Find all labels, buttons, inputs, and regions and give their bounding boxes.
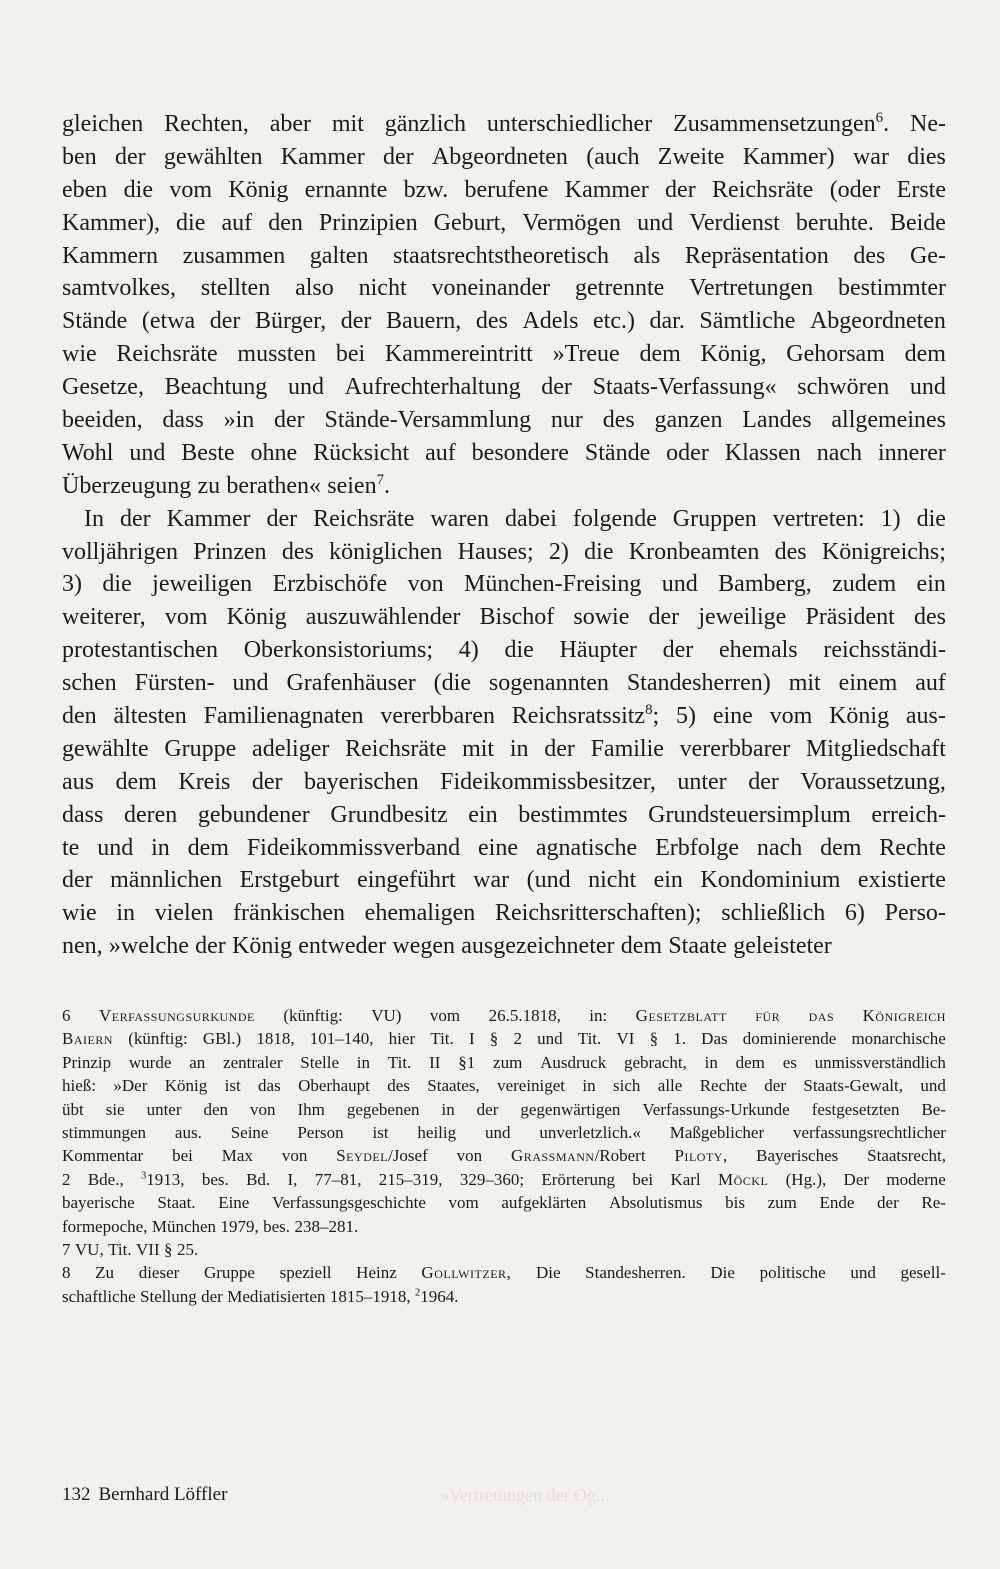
text-line: beeiden, dass »in der Stände-Versammlung nur des ganzen Landes allgemeines xyxy=(62,407,946,434)
text-line: Kammer), die auf den Prinzipien Geburt, Vermögen und Verdienst beruhte. Beide xyxy=(62,209,946,236)
text-line: dass deren gebundener Grundbesitz ein bestimmtes Grundsteuersimplum erreich- xyxy=(62,801,946,828)
text-line: 3) die jeweiligen Erzbischöfe von München-Freising und Bamberg, zudem ein xyxy=(62,571,946,598)
footnote-line: Prinzip wurde an zentraler Stelle in Tit. II §1 zum Ausdruck gebracht, in dem es unmissverständlich xyxy=(62,1052,946,1072)
page-number: 132 xyxy=(62,1484,91,1505)
text-line: ben der gewählten Kammer der Abgeordneten (auch Zweite Kammer) war dies xyxy=(62,143,946,170)
text-line: Stände (etwa der Bürger, der Bauern, des Adels etc.) dar. Sämtliche Abgeordneten xyxy=(62,308,946,335)
text-line: schen Fürsten- und Grafenhäuser (die sogenannten Standesherren) mit einem auf xyxy=(62,670,946,697)
text-line: gleichen Rechten, aber mit gänzlich unterschiedlicher Zusammensetzungen$^6$. Ne- xyxy=(62,110,946,137)
footnote-line: 2 Bde., $^3$1913, bes. Bd. I, 77–81, 215–319, 329–360; Erörterung bei Karl Möckl (Hg.), Der moderne xyxy=(62,1169,946,1189)
body-text xyxy=(62,108,946,963)
text-line: volljährigen Prinzen des königlichen Hauses; 2) die Kronbeamten des Königreichs; xyxy=(62,538,946,565)
text-line: wie in vielen fränkischen ehemaligen Reichsritterschaften); schließlich 6) Perso- xyxy=(62,900,946,927)
footnote-line: Kommentar bei Max von Seydel/Josef von Grassmann/Robert Piloty, Bayerisches Staatsrecht, xyxy=(62,1146,946,1166)
footnote-line: schaftliche Stellung der Mediatisierten 1815–1918, $^2$1964. xyxy=(62,1286,459,1306)
footnote-line: 8 Zu dieser Gruppe speziell Heinz Gollwitzer, Die Standesherren. Die politische und gesell- xyxy=(62,1263,946,1283)
text-line: Kammern zusammen galten staatsrechtstheoretisch als Repräsentation des Ge- xyxy=(62,242,946,269)
text-line: In der Kammer der Reichsräte waren dabei folgende Gruppen vertreten: 1) die xyxy=(84,505,946,532)
text-line: wie Reichsräte mussten bei Kammereintritt »Treue dem König, Gehorsam dem xyxy=(62,341,946,368)
bleed-through-text: »Vertretungen der Og... xyxy=(440,1485,610,1505)
text-line: Gesetze, Beachtung und Aufrechterhaltung der Staats-Verfassung« schwören und xyxy=(62,374,946,401)
footnote-line: bayerische Staat. Eine Verfassungsgeschichte vom aufgeklärten Absolutismus bis zum Ende der Re- xyxy=(62,1193,946,1213)
folio xyxy=(62,1484,227,1506)
footnote-line: stimmungen aus. Seine Person ist heilig und unverletzlich.« Maßgeblicher verfassungsrechtlicher xyxy=(62,1122,946,1142)
footnote-line: übt sie unter den von Ihm gegebenen in der gegenwärtigen Verfassungs-Urkunde festgesetzten Be- xyxy=(62,1099,946,1119)
text-line: aus dem Kreis der bayerischen Fideikommissbesitzer, unter der Voraussetzung, xyxy=(62,768,946,795)
footnote-line: Baiern (künftig: GBl.) 1818, 101–140, hier Tit. I § 2 und Tit. VI § 1. Das dominierende monarchische xyxy=(62,1029,946,1049)
text-line: nen, »welche der König entweder wegen ausgezeichneter dem Staate geleisteter xyxy=(62,933,832,960)
text-line: den ältesten Familienagnaten vererbbaren Reichsratssitz$^8$; 5) eine vom König aus- xyxy=(62,702,946,730)
text-line: Wohl und Beste ohne Rücksicht auf besondere Stände oder Klassen nach innerer xyxy=(62,439,946,466)
text-line: protestantischen Oberkonsistoriums; 4) die Häupter der ehemals reichsständi- xyxy=(62,637,946,664)
text-line: weiterer, vom König auszuwählender Bischof sowie der jeweilige Präsident des xyxy=(62,604,946,631)
footnote-line: hieß: »Der König ist das Oberhaupt des Staates, vereiniget in sich alle Rechte der Staats-Gewalt, und xyxy=(62,1076,946,1096)
footnote-line: 6 Verfassungsurkunde (künftig: VU) vom 26.5.1818, in: Gesetzblatt für das Königreich xyxy=(62,1006,946,1025)
text-line: te und in dem Fideikommissverband eine agnatische Erbfolge nach dem Rechte xyxy=(62,834,946,861)
footnote-line: 7 VU, Tit. VII § 25. xyxy=(62,1239,199,1259)
footnote-line: formepoche, München 1979, bes. 238–281. xyxy=(62,1216,359,1236)
text-line: gewählte Gruppe adeliger Reichsräte mit in der Familie vererbbarer Mitgliedschaft xyxy=(62,735,946,762)
text-line: samtvolkes, stellten also nicht voneinander getrennte Vertretungen bestimmter xyxy=(62,275,946,302)
footnotes xyxy=(62,1004,946,1308)
running-author: Bernhard Löffler xyxy=(98,1484,228,1505)
text-line: Überzeugung zu berathen« seien$^7$. xyxy=(62,471,391,499)
text-line: der männlichen Erstgeburt eingeführt war (und nicht ein Kondominium existierte xyxy=(62,867,946,894)
text-line: eben die vom König ernannte bzw. berufene Kammer der Reichsräte (oder Erste xyxy=(62,176,946,203)
